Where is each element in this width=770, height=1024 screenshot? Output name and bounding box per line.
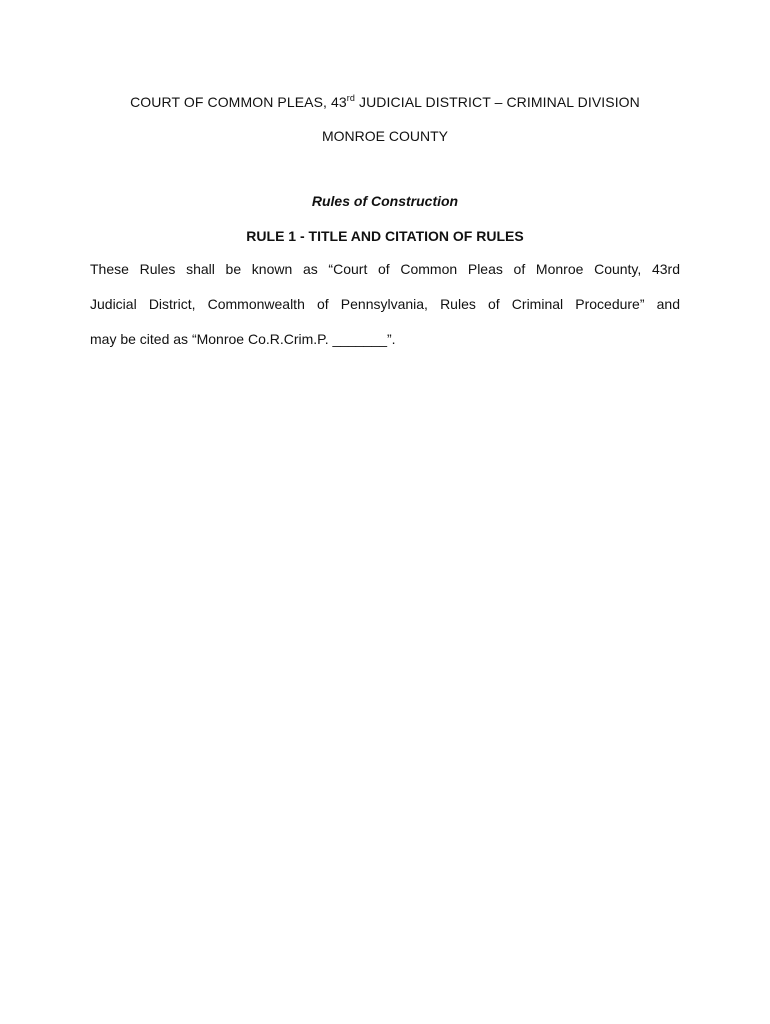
rule-body-line: Judicial District, Commonwealth of Pennsylvania, Rules of Criminal Procedure” and bbox=[90, 296, 680, 312]
court-heading bbox=[0, 94, 770, 110]
section-title: Rules of Construction bbox=[311, 193, 459, 209]
rule-body-paragraph bbox=[90, 252, 680, 357]
rule-body-line: These Rules shall be known as “Court of Common Pleas of Monroe County, 43rd bbox=[90, 261, 680, 277]
court-heading-suffix: JUDICIAL DISTRICT – CRIMINAL DIVISION bbox=[355, 94, 640, 110]
court-heading-prefix: COURT OF COMMON PLEAS, 43 bbox=[130, 94, 347, 110]
county-heading: MONROE COUNTY bbox=[322, 128, 448, 144]
court-heading-superscript: rd bbox=[346, 93, 355, 103]
rule-heading: RULE 1 - TITLE AND CITATION OF RULES bbox=[246, 228, 524, 244]
rule-body-line: may be cited as “Monroe Co.R.Crim.P. _______”. bbox=[90, 331, 396, 347]
